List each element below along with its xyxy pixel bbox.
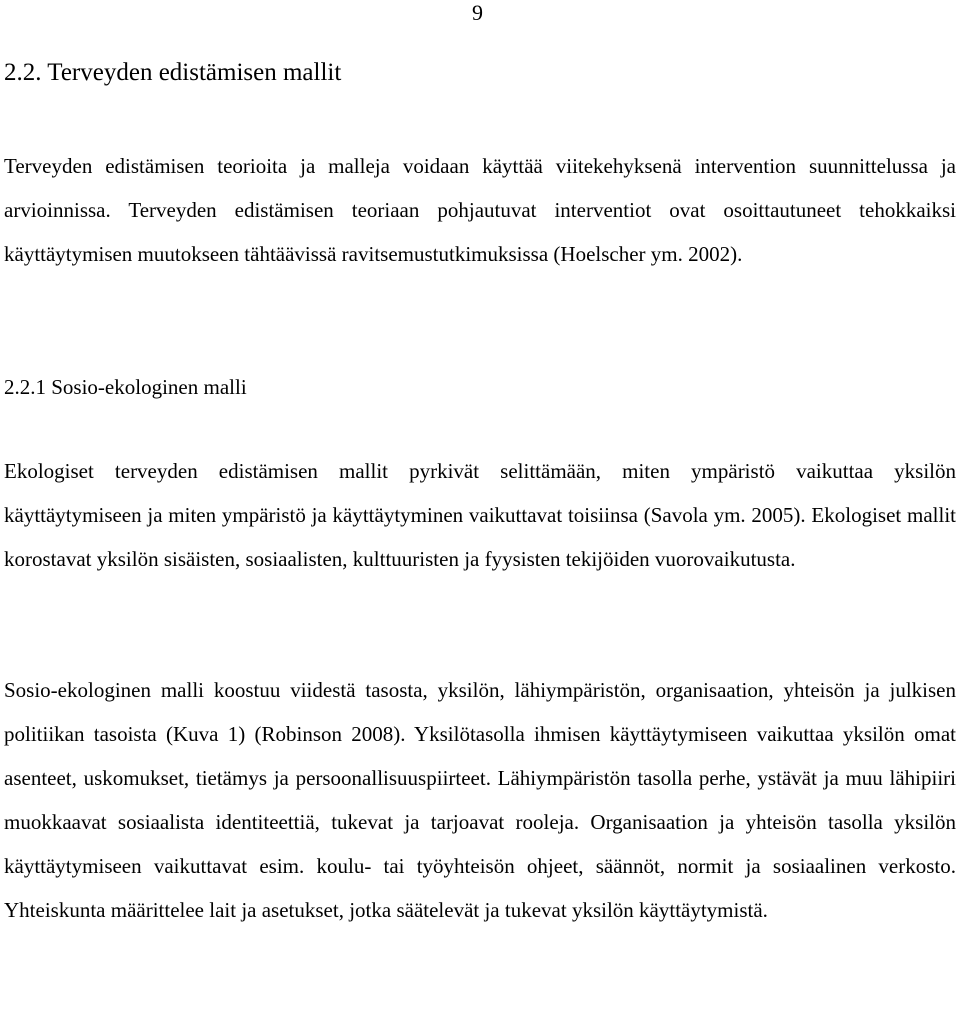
- paragraph-socio-ecological-levels: Sosio-ekologinen malli koostuu viidestä tasosta, yksilön, lähiympäristön, organisaation, yhteisön ja julkisen politiikan tasoista (Kuva 1) (Robinson 2008). Yksilötasolla ihmisen käyttäytymiseen vaikuttaa yksilön omat asenteet, uskomukset, tietämys ja persoonallisuuspiirteet. Lähiympäristön tasolla perhe, ystävät ja muu lähipiiri muokkaavat sosiaalista identiteettiä, tukevat ja tarjoavat rooleja. Organisaation ja yhteisön tasolla yksilön käyttäytymiseen vaikuttavat esim. koulu- tai työyhteisön ohjeet, säännöt, normit ja sosiaalinen verkosto. Yhteiskunta määrittelee lait ja asetukset, jotka säätelevät ja tukevat yksilön käyttäytymistä.: [4, 678, 956, 922]
- page-number: 9: [472, 0, 483, 25]
- paragraph-intro: Terveyden edistämisen teorioita ja malleja voidaan käyttää viitekehyksenä intervention suunnittelussa ja arvioinnissa. Terveyden edistämisen teoriaan pohjautuvat interventiot ovat osoittautuneet tehokkaiksi käyttäytymisen muutokseen tähtäävissä ravitsemustutkimuksissa (Hoelscher ym. 2002).: [4, 154, 956, 266]
- section-heading: 2.2. Terveyden edistämisen mallit: [4, 59, 342, 86]
- paragraph-ecological-models: Ekologiset terveyden edistämisen mallit pyrkivät selittämään, miten ympäristö vaikuttaa yksilön käyttäytymiseen ja miten ympäristö ja käyttäytyminen vaikuttavat toisiinsa (Savola ym. 2005). Ekologiset mallit korostavat yksilön sisäisten, sosiaalisten, kulttuuristen ja fyysisten tekijöiden vuorovaikutusta.: [4, 459, 956, 571]
- subsection-heading: 2.2.1 Sosio-ekologinen malli: [4, 375, 247, 399]
